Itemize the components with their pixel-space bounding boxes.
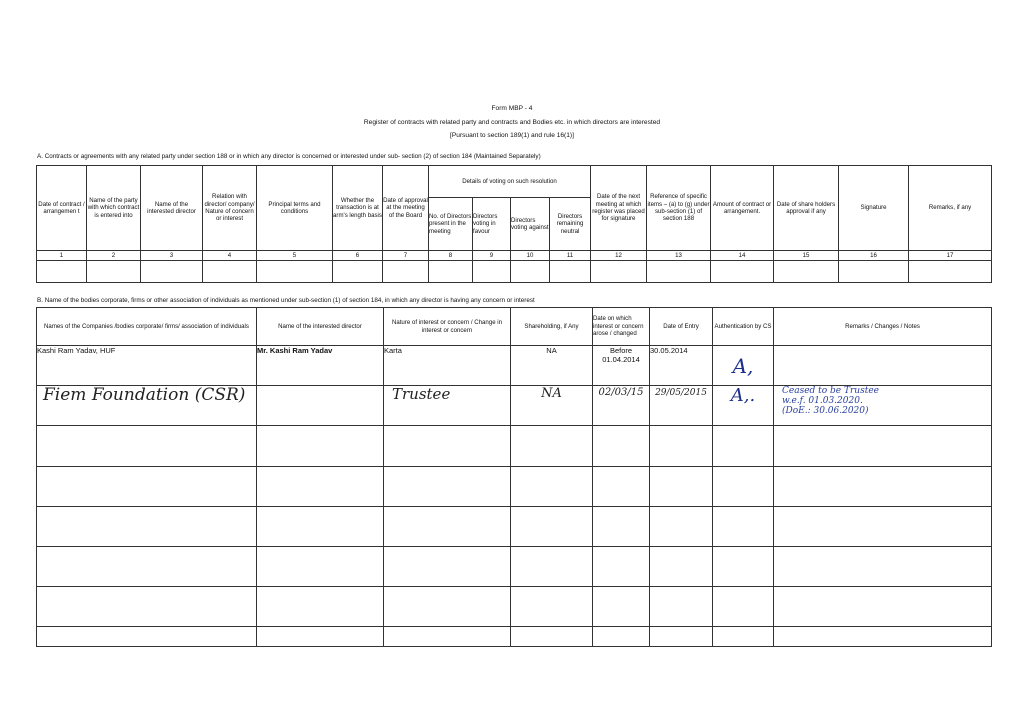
empty-cell [774, 426, 992, 467]
empty-cell [429, 261, 473, 283]
col-number: 13 [647, 251, 711, 261]
empty-cell [774, 467, 992, 507]
col-a10-header: Directors voting against [511, 198, 550, 251]
col-b2-header: Name of the interested director [257, 308, 384, 346]
col-a17-header: Remarks, if any [909, 166, 992, 251]
empty-cell [591, 261, 647, 283]
empty-cell [257, 507, 384, 547]
empty-cell [774, 627, 992, 647]
empty-cell [37, 627, 257, 647]
remarks-cell [774, 386, 992, 426]
col-number: 9 [473, 251, 511, 261]
empty-cell [383, 261, 429, 283]
empty-cell [511, 507, 593, 547]
empty-cell [593, 587, 650, 627]
empty-cell [511, 467, 593, 507]
empty-cell [384, 547, 511, 587]
date-entry-cell: 30.05.2014 [650, 346, 713, 386]
empty-cell [257, 426, 384, 467]
table-row [37, 346, 992, 386]
empty-cell [713, 426, 774, 467]
remarks-cell [774, 346, 992, 386]
cs-signature: A,. [713, 386, 774, 426]
empty-cell [87, 261, 141, 283]
empty-cell [713, 507, 774, 547]
empty-cell [650, 426, 713, 467]
col-b6-header: Date of Entry [650, 308, 713, 346]
col-a14-header: Amount of contract or arrangement. [711, 166, 774, 251]
empty-cell [511, 261, 550, 283]
empty-cell [593, 467, 650, 507]
remarks-line2: w.e.f. 01.03.2020. [782, 396, 863, 406]
empty-cell [37, 467, 257, 507]
col-number: 2 [87, 251, 141, 261]
company-cell: Kashi Ram Yadav, HUF [37, 346, 257, 386]
remarks-line1: Ceased to be Trustee [782, 386, 879, 396]
col-number: 3 [141, 251, 203, 261]
col-number: 15 [774, 251, 839, 261]
col-a11-header: Directors remaining neutral [550, 198, 591, 251]
empty-cell [713, 627, 774, 647]
empty-cell [511, 426, 593, 467]
empty-cell [257, 467, 384, 507]
empty-cell [37, 507, 257, 547]
col-number: 4 [203, 251, 257, 261]
empty-cell [384, 467, 511, 507]
empty-cell [333, 261, 383, 283]
empty-cell [37, 587, 257, 627]
col-a4-header: Relation with director/ company/ Nature of concern or interest [203, 166, 257, 251]
col-number: 17 [909, 251, 992, 261]
empty-cell [257, 587, 384, 627]
col-number: 7 [383, 251, 429, 261]
section-a-heading: A. Contracts or agreements with any related party under section 188 or in which any director is concerned or interested under sub- section (2) of section 184 (Maintained Separately) [37, 153, 541, 160]
empty-cell [713, 467, 774, 507]
col-a16-header: Signature [839, 166, 909, 251]
col-a12-header: Date of the next meeting at which register was placed for signature [591, 166, 647, 251]
col-a5-header: Principal terms and conditions [257, 166, 333, 251]
empty-cell [37, 547, 257, 587]
empty-cell [384, 627, 511, 647]
section-a-table [36, 165, 992, 283]
col-b4-header: Shareholding, if Any [511, 308, 593, 346]
col-b3-header: Nature of interest or concern / Change in interest or concern [384, 308, 511, 346]
col-number: 10 [511, 251, 550, 261]
remarks-line3: (DoE.: 30.06.2020) [782, 406, 869, 416]
col-a7-header: Date of approval at the meeting of the Board [383, 166, 429, 251]
empty-cell [511, 587, 593, 627]
empty-cell [774, 587, 992, 627]
col-number: 5 [257, 251, 333, 261]
col-b1-header: Names of the Companies /bodies corporate/ firms/ association of individuals [37, 308, 257, 346]
form-subtitle: Register of contracts with related party and contracts and Bodies etc. in which directors are interested [363, 119, 661, 126]
empty-cell [593, 547, 650, 587]
empty-cell [650, 627, 713, 647]
empty-cell [650, 507, 713, 547]
table-row [37, 386, 992, 426]
empty-cell [257, 547, 384, 587]
col-a6-header: Whether the transaction is at arm's length basis [333, 166, 383, 251]
date-arose-line2: 01.04.2014 [602, 355, 640, 364]
empty-cell [774, 507, 992, 547]
col-a15-header: Date of share holders approval if any [774, 166, 839, 251]
empty-cell [593, 507, 650, 547]
empty-cell [511, 547, 593, 587]
date-arose-line1: Before [609, 346, 633, 355]
empty-cell [593, 426, 650, 467]
col-number: 1 [37, 251, 87, 261]
col-a8-header: No. of Directors present in the meeting [429, 198, 473, 251]
nature-cell: Trustee [384, 386, 511, 426]
empty-cell [650, 467, 713, 507]
empty-cell [511, 627, 593, 647]
empty-cell [384, 507, 511, 547]
empty-cell [774, 547, 992, 587]
cs-signature: A, [713, 346, 774, 386]
col-a2-header: Name of the party with which contract is entered into [87, 166, 141, 251]
empty-cell [909, 261, 992, 283]
empty-cell [473, 261, 511, 283]
col-number: 12 [591, 251, 647, 261]
col-number: 8 [429, 251, 473, 261]
empty-cell [774, 261, 839, 283]
company-cell: Fiem Foundation (CSR) [37, 386, 257, 426]
empty-cell [384, 426, 511, 467]
empty-cell [650, 587, 713, 627]
empty-cell [257, 627, 384, 647]
date-entry-cell: 29/05/2015 [650, 386, 713, 426]
form-title: Form MBP - 4 [491, 105, 533, 112]
col-number: 11 [550, 251, 591, 261]
section-b-table [36, 307, 992, 647]
director-cell [257, 386, 384, 426]
col-a1-header: Date of contract / arrangemen t [37, 166, 87, 251]
empty-cell [593, 627, 650, 647]
empty-cell [37, 261, 87, 283]
empty-cell [550, 261, 591, 283]
date-arose-cell [593, 346, 650, 386]
nature-cell: Karta [384, 346, 511, 386]
shareholding-cell: NA [511, 386, 593, 426]
col-number: 6 [333, 251, 383, 261]
empty-cell [713, 547, 774, 587]
col-a9-header: Directors voting in favour [473, 198, 511, 251]
shareholding-cell: NA [511, 346, 593, 386]
date-arose-cell: 02/03/15 [593, 386, 650, 426]
empty-cell [647, 261, 711, 283]
empty-cell [141, 261, 203, 283]
col-b7-header: Authentication by CS [713, 308, 774, 346]
col-number: 16 [839, 251, 909, 261]
col-number: 14 [711, 251, 774, 261]
director-cell: Mr. Kashi Ram Yadav [257, 346, 384, 386]
col-a3-header: Name of the interested director [141, 166, 203, 251]
empty-cell [650, 547, 713, 587]
section-b-heading: B. Name of the bodies corporate, firms or other association of individuals as mentioned under sub-section (1) of section 184, in which any director is having any concern or interest [37, 297, 535, 304]
empty-cell [384, 587, 511, 627]
empty-cell [37, 426, 257, 467]
empty-cell [839, 261, 909, 283]
col-b8-header: Remarks / Changes / Notes [774, 308, 992, 346]
empty-cell [203, 261, 257, 283]
voting-group-header: Details of voting on such resolution [429, 166, 591, 198]
empty-cell [257, 261, 333, 283]
empty-cell [713, 587, 774, 627]
col-b5-header: Date on which interest or concern arose / changed [593, 308, 650, 346]
empty-cell [711, 261, 774, 283]
col-a13-header: Reference of specific items – (a) to (g) under sub-section (1) of section 188 [647, 166, 711, 251]
form-pursuant: [Pursuant to section 189(1) and rule 16(1)] [450, 132, 574, 139]
